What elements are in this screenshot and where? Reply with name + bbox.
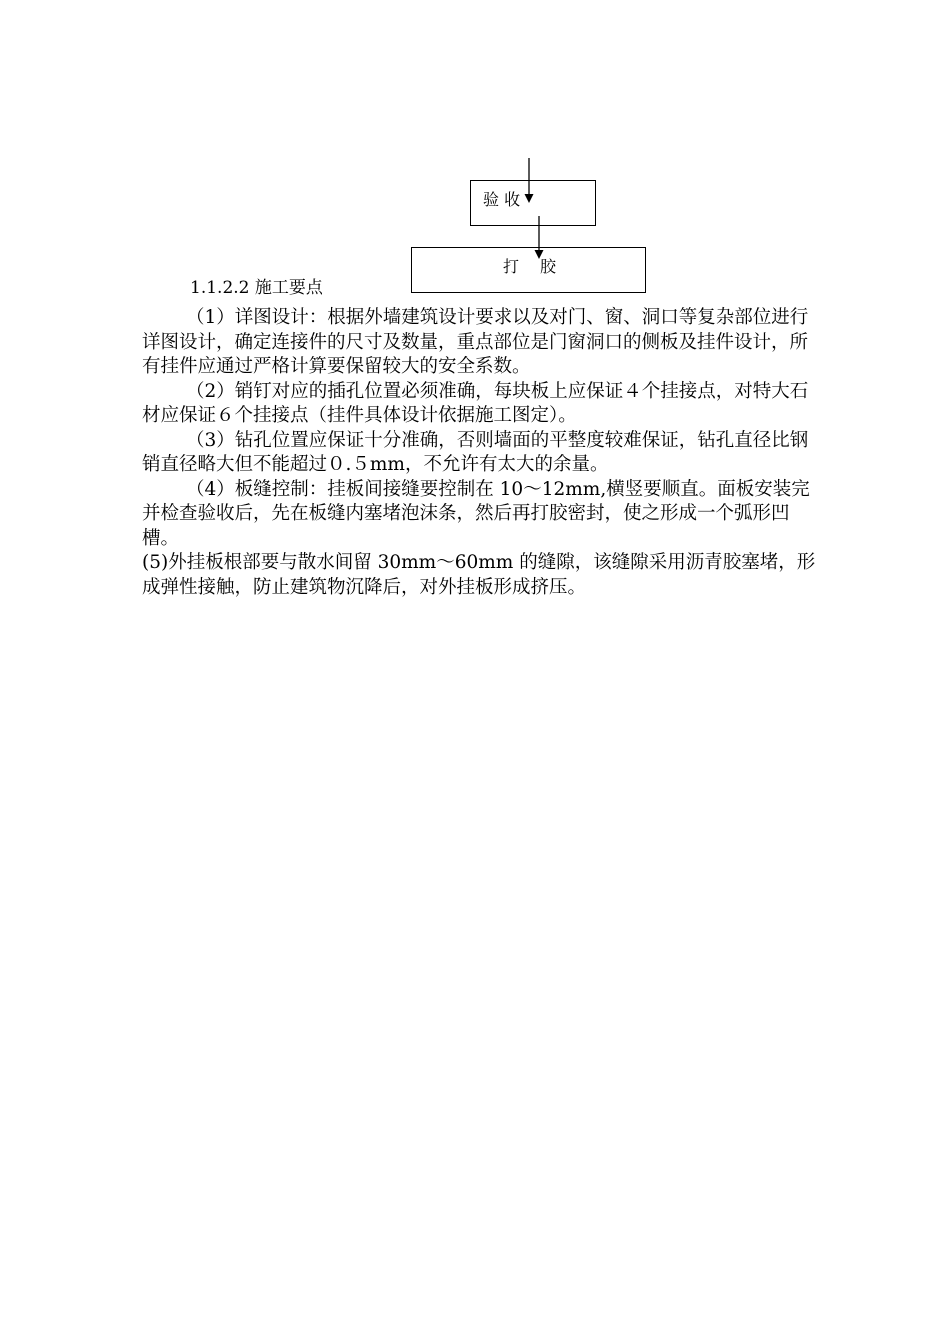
flow-arrow-in-icon (522, 158, 538, 204)
paragraph-pin-holes: （2）销钉对应的插孔位置必须准确，每块板上应保证４个挂接点，对特大石材应保证６个挂接点（挂件具体设计依据施工图定）。 (142, 380, 809, 426)
paragraph-drilling: （3）钻孔位置应保证十分准确，否则墙面的平整度较难保证，钻孔直径比钢销直径略大但不能超过０.５mm，不允许有太大的余量。 (142, 429, 809, 475)
section-heading: 1.1.2.2 施工要点 (190, 278, 323, 298)
flow-arrow-down-icon (532, 216, 548, 260)
flow-box-glue-label-b: 胶 (540, 257, 557, 276)
paragraph-joint-control: （4）板缝控制：挂板间接缝要控制在 10～12mm,横竖要顺直。面板安装完并检查验收后，先在板缝内塞堵泡沫条，然后再打胶密封，使之形成一个弧形凹槽。 (142, 478, 810, 549)
flow-box-acceptance-label: 验 收 (483, 190, 521, 209)
body-text (142, 306, 822, 600)
paragraph-panel-base-gap: (5)外挂板根部要与散水间留 30mm～60mm 的缝隙，该缝隙采用沥青胶塞堵，形成弹性接触，防止建筑物沉降后，对外挂板形成挤压。 (142, 552, 816, 598)
flow-box-glue-label-a: 打 (503, 257, 520, 276)
paragraph-detail-design: （1）详图设计：根据外墙建筑设计要求以及对门、窗、洞口等复杂部位进行详图设计，确定连接件的尺寸及数量，重点部位是门窗洞口的侧板及挂件设计，所有挂件应通过严格计算要保留较大的安全系数。 (142, 307, 809, 377)
flow-box-glue (411, 247, 646, 293)
